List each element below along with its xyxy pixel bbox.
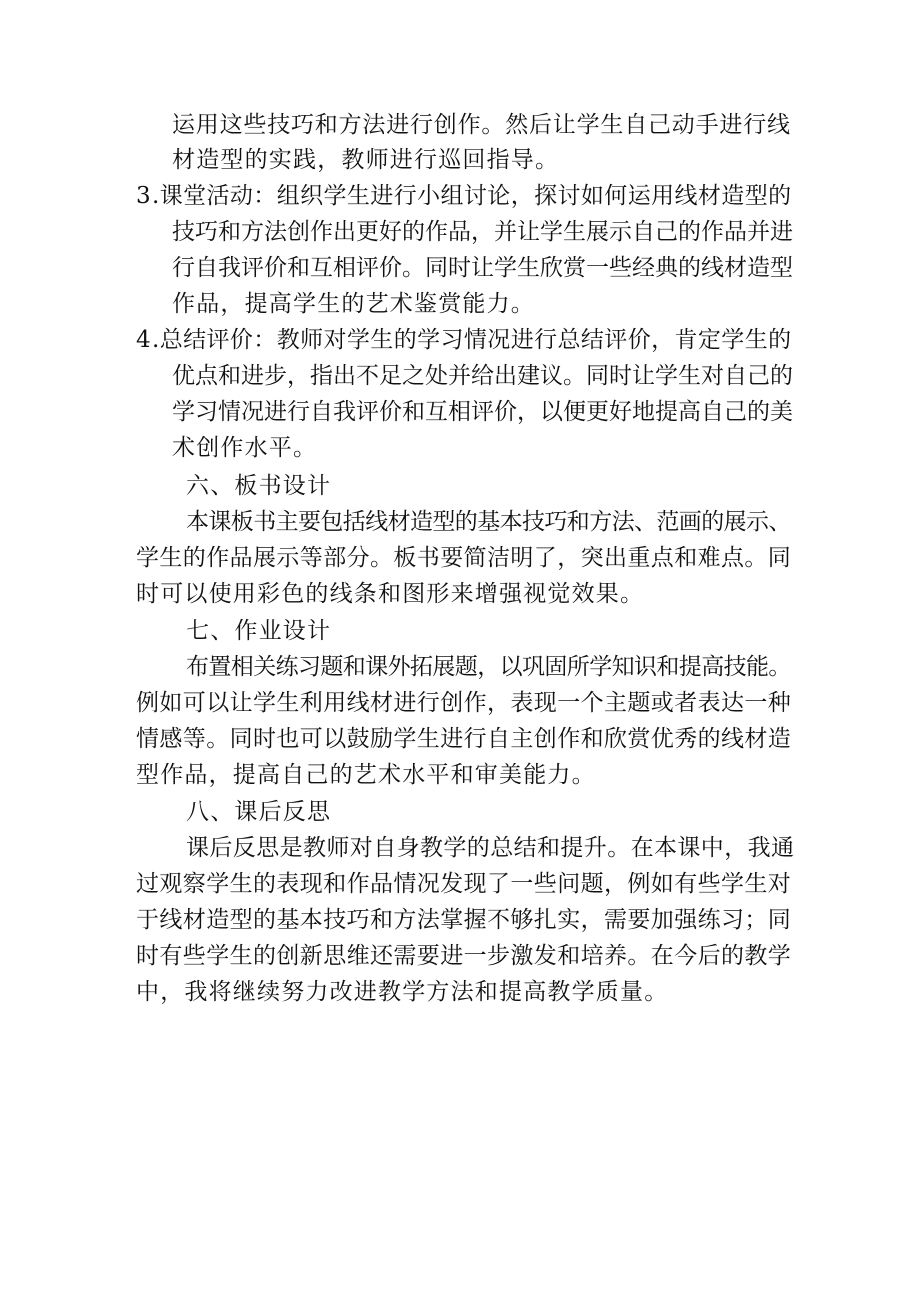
list-number: 4 (136, 327, 151, 353)
paragraph-line: 学习情况进行自我评价和互相评价，以便更好地提高自己的美 (172, 399, 793, 425)
paragraph-line: 型作品，提高自己的艺术水平和审美能力。 (136, 762, 596, 788)
paragraph-line: 时有些学生的创新思维还需要进一步激发和培养。在今后的教学 (136, 943, 792, 969)
paragraph-line: 运用这些技巧和方法进行创作。然后让学生自己动手进行线 (172, 112, 791, 138)
paragraph-line: 材造型的实践，教师进行巡回指导。 (172, 147, 560, 173)
paragraph-line: 优点和进步，指出不足之处并给出建议。同时让学生对自己的 (172, 363, 793, 389)
list-number: 3 (136, 183, 151, 209)
paragraph-line: 本课板书主要包括线材造型的基本技巧和方法、范画的展示、 (186, 509, 791, 535)
paragraph-line: 作品，提高学生的艺术鉴赏能力。 (172, 291, 535, 317)
paragraph-line: 中，我将继续努力改进教学方法和提高教学质量。 (136, 979, 669, 1005)
paragraph-line: 学生的作品展示等部分。板书要简洁明了，突出重点和难点。同 (136, 545, 792, 571)
list-item-lead: .课堂活动：组织学生进行小组讨论，探讨如何运用线材造型的 (152, 183, 792, 209)
paragraph-line: 情感等。同时也可以鼓励学生进行自主创作和欣赏优秀的线材造 (136, 726, 792, 752)
paragraph-line: 课后反思是教师对自身教学的总结和提升。在本课中，我通 (186, 835, 795, 861)
paragraph-line: 于线材造型的基本技巧和方法掌握不够扎实，需要加强练习；同 (136, 907, 792, 933)
paragraph-line: 过观察学生的表现和作品情况发现了一些问题，例如有些学生对 (136, 871, 792, 897)
list-item-lead: .总结评价：教师对学生的学习情况进行总结评价，肯定学生的 (152, 327, 792, 353)
section-heading: 六、板书设计 (186, 473, 332, 499)
paragraph-line: 例如可以让学生利用线材进行创作，表现一个主题或者表达一种 (136, 690, 792, 716)
paragraph-line: 时可以使用彩色的线条和图形来增强视觉效果。 (136, 581, 645, 607)
section-heading: 八、课后反思 (186, 799, 332, 825)
section-heading: 七、作业设计 (186, 618, 332, 644)
paragraph-line: 行自我评价和互相评价。同时让学生欣赏一些经典的线材造型 (172, 255, 793, 281)
paragraph-line: 术创作水平。 (172, 435, 318, 461)
paragraph-line: 技巧和方法创作出更好的作品，并让学生展示自己的作品并进 (172, 219, 793, 245)
paragraph-line: 布置相关练习题和课外拓展题，以巩固所学知识和提高技能。 (186, 654, 791, 680)
